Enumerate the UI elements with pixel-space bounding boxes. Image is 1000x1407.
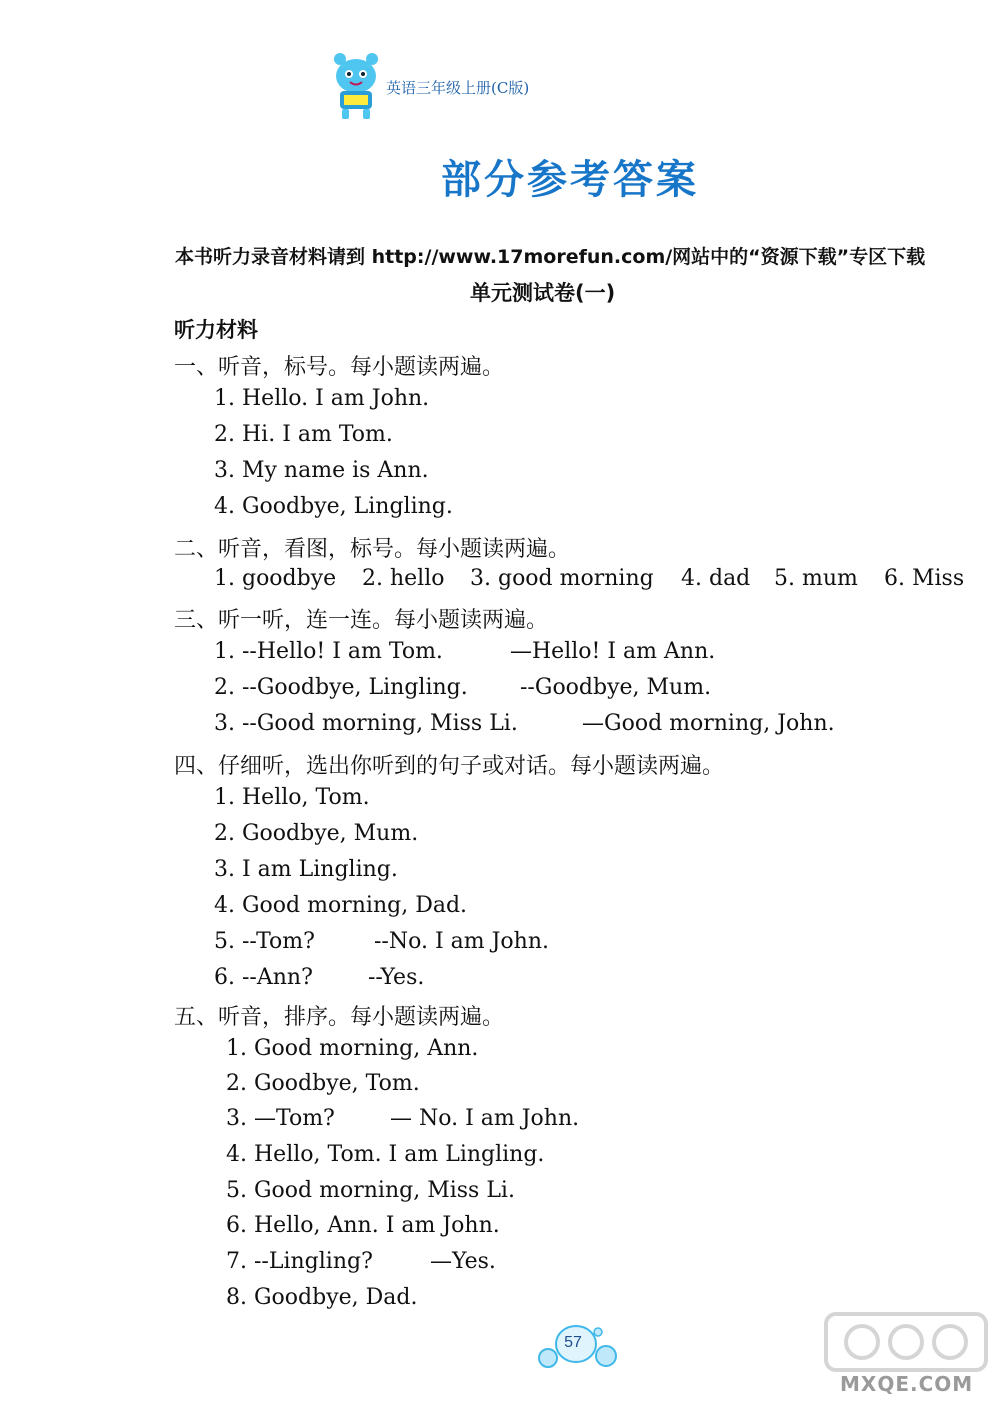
list-item: 5. mum bbox=[774, 566, 858, 591]
part-heading: 二、听音，看图，标号。每小题读两遍。 bbox=[174, 537, 571, 562]
dialogue-reply: --No. I am John. bbox=[374, 929, 550, 954]
watermark-text: MXQE.COM bbox=[840, 1372, 974, 1396]
dialogue-line: 5. --Tom? bbox=[214, 929, 315, 954]
list-item: 2. Goodbye, Mum. bbox=[214, 821, 419, 846]
dialogue-reply: —Yes. bbox=[430, 1249, 496, 1274]
list-item: 6. Hello, Ann. I am John. bbox=[226, 1213, 500, 1238]
dialogue-line: 6. --Ann? bbox=[214, 965, 313, 990]
dialogue-reply: --Yes. bbox=[368, 965, 425, 990]
part-heading: 三、听一听，连一连。每小题读两遍。 bbox=[174, 608, 549, 633]
dialogue-line: 2. --Goodbye, Lingling. bbox=[214, 675, 468, 700]
dialogue-line: 1. --Hello! I am Tom. bbox=[214, 639, 443, 664]
list-item: 4. Good morning, Dad. bbox=[214, 893, 468, 918]
list-item: 1. Hello. I am John. bbox=[214, 386, 430, 411]
page-number: 57 bbox=[564, 1334, 582, 1351]
dialogue-line: 7. --Lingling? bbox=[226, 1249, 373, 1274]
page-title: 部分参考答案 bbox=[441, 157, 699, 203]
part-heading: 五、听音，排序。每小题读两遍。 bbox=[174, 1005, 505, 1030]
list-item: 6. Miss bbox=[884, 566, 965, 591]
list-item: 4. dad bbox=[681, 566, 751, 591]
list-item: 4. Goodbye, Lingling. bbox=[214, 494, 453, 519]
list-item: 3. good morning bbox=[470, 566, 654, 591]
part-heading: 一、听音，标号。每小题读两遍。 bbox=[174, 355, 505, 380]
mascot-logo bbox=[328, 50, 384, 120]
list-item: 1. Good morning, Ann. bbox=[226, 1036, 479, 1061]
book-title: 英语三年级上册(C版) bbox=[386, 79, 530, 97]
unit-title: 单元测试卷(一) bbox=[470, 281, 616, 305]
list-item: 3. My name is Ann. bbox=[214, 458, 429, 483]
section-title: 听力材料 bbox=[174, 318, 258, 342]
download-note: 本书听力录音材料请到 http://www.17morefun.com/网站中的“资源下载”专区下载 bbox=[175, 246, 926, 268]
dialogue-reply: —Good morning, John. bbox=[582, 711, 835, 736]
dialogue-reply: --Goodbye, Mum. bbox=[520, 675, 712, 700]
list-item: 8. Goodbye, Dad. bbox=[226, 1285, 418, 1310]
list-item: 2. Goodbye, Tom. bbox=[226, 1071, 420, 1096]
list-item: 2. Hi. I am Tom. bbox=[214, 422, 393, 447]
list-item: 1. goodbye bbox=[214, 566, 337, 591]
list-item: 5. Good morning, Miss Li. bbox=[226, 1178, 515, 1203]
dialogue-line: 3. —Tom? bbox=[226, 1106, 335, 1131]
list-item: 2. hello bbox=[362, 566, 445, 591]
list-item: 1. Hello, Tom. bbox=[214, 785, 370, 810]
part-heading: 四、仔细听，选出你听到的句子或对话。每小题读两遍。 bbox=[174, 754, 725, 779]
list-item: 3. I am Lingling. bbox=[214, 857, 398, 882]
dialogue-line: 3. --Good morning, Miss Li. bbox=[214, 711, 518, 736]
dialogue-reply: — No. I am John. bbox=[390, 1106, 580, 1131]
list-item: 4. Hello, Tom. I am Lingling. bbox=[226, 1142, 545, 1167]
dialogue-reply: —Hello! I am Ann. bbox=[510, 639, 716, 664]
